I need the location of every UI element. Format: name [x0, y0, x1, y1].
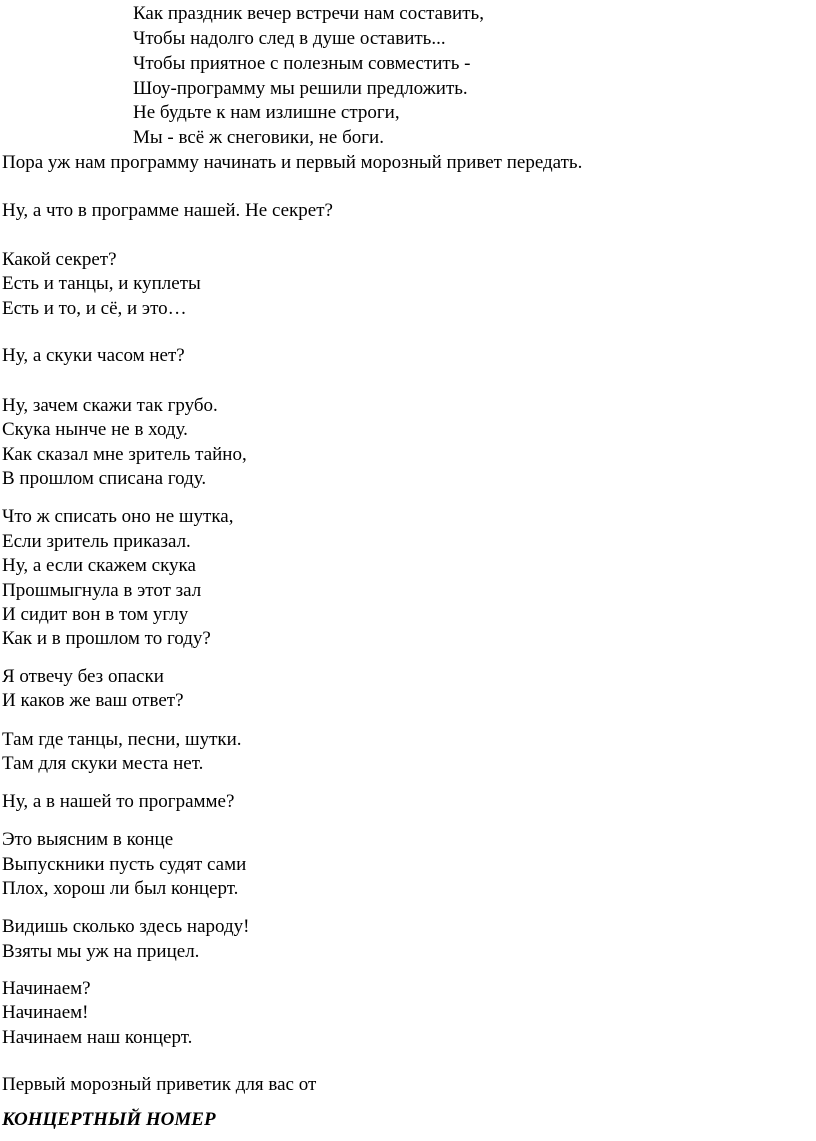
intro-verse-line: Чтобы приятное с полезным совместить - [133, 53, 471, 74]
dialogue-line: Скука нынче не в ходу. [2, 419, 188, 440]
dialogue-line: Как и в прошлом то году? [2, 628, 211, 649]
dialogue-line: Видишь сколько здесь народу! [2, 916, 250, 937]
dialogue-line: Выпускники пусть судят сами [2, 854, 247, 875]
intro-verse-line: Шоу-программу мы решили предложить. [133, 78, 468, 99]
dialogue-line: И сидит вон в том углу [2, 604, 189, 625]
dialogue-line: Плох, хорош ли был концерт. [2, 878, 239, 899]
dialogue-line: Есть и танцы, и куплеты [2, 273, 201, 294]
dialogue-line: Есть и то, и сё, и это… [2, 298, 187, 319]
dialogue-line: И каков же ваш ответ? [2, 690, 184, 711]
dialogue-line: Это выясним в конце [2, 829, 174, 850]
dialogue-line: Начинаем наш концерт. [2, 1027, 193, 1048]
dialogue-line: Ну, а скуки часом нет? [2, 345, 185, 366]
intro-verse-line: Чтобы надолго след в душе оставить... [133, 28, 446, 49]
dialogue-line: Первый морозный приветик для вас от [2, 1074, 317, 1095]
intro-verse-line: Мы - всё ж снеговики, не боги. [133, 127, 384, 148]
intro-verse-line: Не будьте к нам излишне строги, [133, 102, 400, 123]
dialogue-line: Ну, а в нашей то программе? [2, 791, 235, 812]
dialogue-line: Ну, а если скажем скука [2, 555, 196, 576]
dialogue-line: В прошлом списана году. [2, 468, 207, 489]
intro-verse-line: Как праздник вечер встречи нам составить, [133, 3, 484, 24]
dialogue-line: Прошмыгнула в этот зал [2, 580, 202, 601]
dialogue-line: Что ж списать оно не шутка, [2, 506, 234, 527]
concert-number-heading: КОНЦЕРТНЫЙ НОМЕР [2, 1109, 216, 1130]
dialogue-line: Какой секрет? [2, 249, 117, 270]
dialogue-line: Если зритель приказал. [2, 531, 191, 552]
dialogue-line: Пора уж нам программу начинать и первый морозный привет передать. [2, 152, 583, 173]
dialogue-line: Ну, а что в программе нашей. Не секрет? [2, 200, 333, 221]
dialogue-line: Как сказал мне зритель тайно, [2, 444, 247, 465]
dialogue-line: Начинаем? [2, 978, 91, 999]
dialogue-line: Начинаем! [2, 1002, 89, 1023]
dialogue-line: Ну, зачем скажи так грубо. [2, 395, 218, 416]
dialogue-line: Взяты мы уж на прицел. [2, 941, 200, 962]
dialogue-line: Там для скуки места нет. [2, 753, 204, 774]
dialogue-line: Там где танцы, песни, шутки. [2, 729, 242, 750]
dialogue-line: Я отвечу без опаски [2, 666, 164, 687]
